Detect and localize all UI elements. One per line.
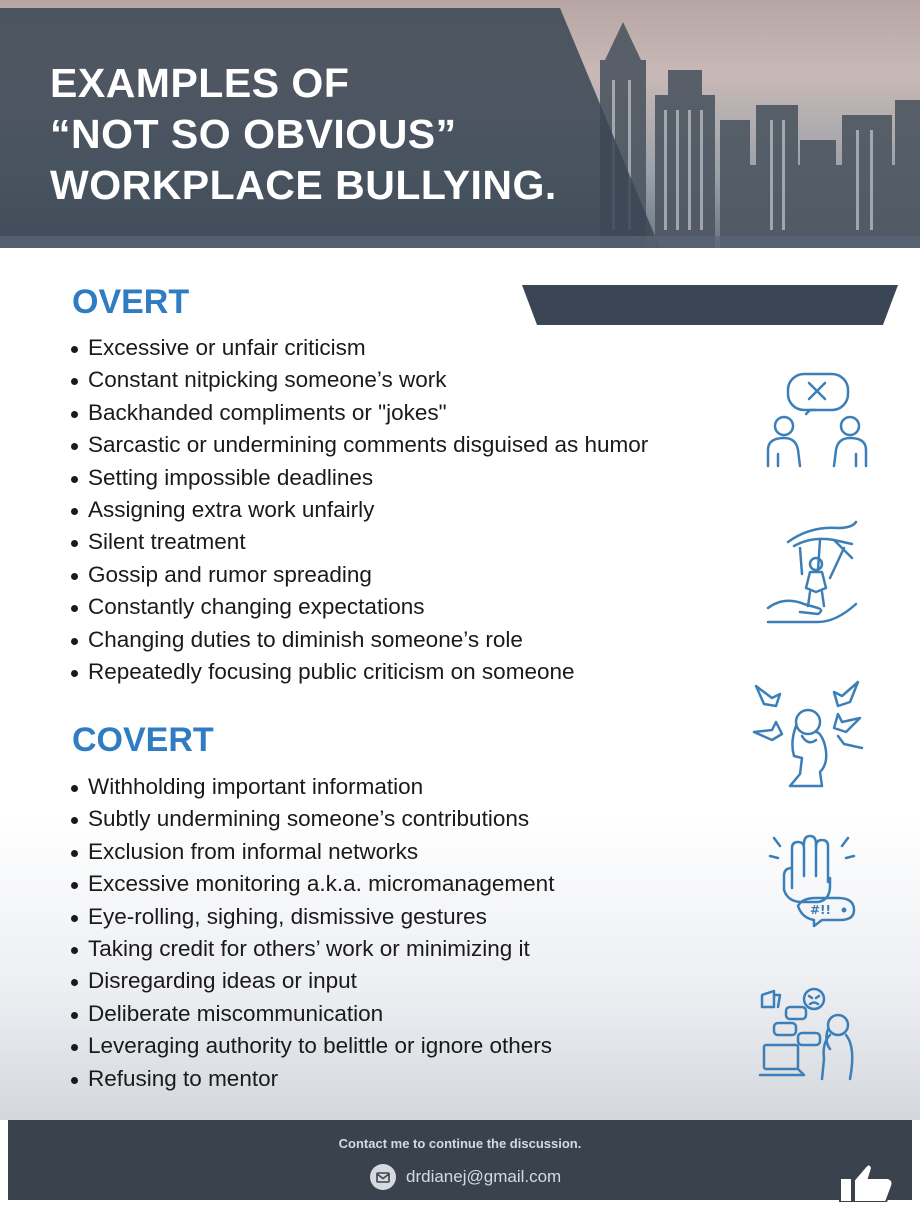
list-item: Exclusion from informal networks: [70, 836, 554, 868]
list-item: Disregarding ideas or input: [70, 965, 554, 997]
list-item: Excessive or unfair criticism: [70, 332, 648, 364]
accent-bar: [522, 285, 898, 325]
covert-heading: COVERT: [72, 721, 214, 759]
list-item: Refusing to mentor: [70, 1063, 554, 1095]
covert-list: [70, 771, 554, 1095]
list-item: Excessive monitoring a.k.a. micromanagement: [70, 868, 554, 900]
list-item: Taking credit for others’ work or minimizing it: [70, 933, 554, 965]
puppet-hand-icon: [760, 518, 870, 628]
stressed-worker-icon: [758, 985, 866, 1085]
pointing-fingers-icon: [750, 678, 865, 796]
list-item: Backhanded compliments or "jokes": [70, 397, 648, 429]
list-item: Changing duties to diminish someone’s role: [70, 624, 648, 656]
svg-text:#!!: #!!: [810, 903, 831, 917]
list-item: Sarcastic or undermining comments disguised as humor: [70, 429, 648, 461]
mail-icon: [370, 1164, 396, 1190]
overt-list: [70, 332, 648, 688]
footer: [8, 1120, 912, 1200]
header-divider: [0, 236, 920, 248]
header-banner: [0, 0, 920, 248]
list-item: Assigning extra work unfairly: [70, 494, 648, 526]
conflict-icon: [762, 370, 872, 470]
email-contact[interactable]: [370, 1162, 561, 1192]
list-item: Setting impossible deadlines: [70, 462, 648, 494]
list-item: Constantly changing expectations: [70, 591, 648, 623]
list-item: Constant nitpicking someone’s work: [70, 364, 648, 396]
page-title: EXAMPLES OF “NOT SO OBVIOUS” WORKPLACE BULLYING.: [50, 60, 557, 208]
list-item: Deliberate miscommunication: [70, 998, 554, 1030]
raised-hand-icon: [762, 828, 862, 928]
list-item: Repeatedly focusing public criticism on someone: [70, 656, 648, 688]
contact-prompt: Contact me to continue the discussion.: [338, 1136, 582, 1151]
email-link[interactable]: drdianej@gmail.com: [406, 1167, 562, 1186]
overt-heading: OVERT: [72, 283, 190, 321]
list-item: Leveraging authority to belittle or ignore others: [70, 1030, 554, 1062]
list-item: Silent treatment: [70, 526, 648, 558]
list-item: Eye-rolling, sighing, dismissive gestures: [70, 901, 554, 933]
list-item: Withholding important information: [70, 771, 554, 803]
list-item: Gossip and rumor spreading: [70, 559, 648, 591]
list-item: Subtly undermining someone’s contributions: [70, 803, 554, 835]
